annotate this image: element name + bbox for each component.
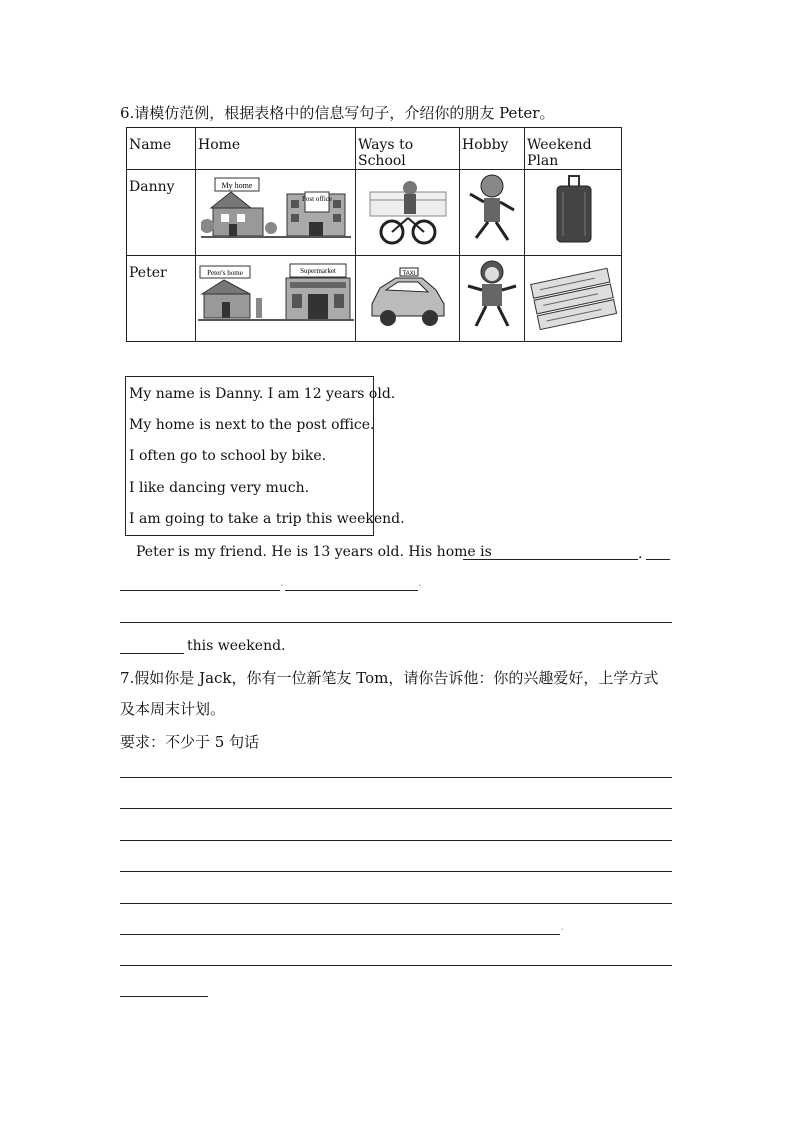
cell-name-peter: Peter (127, 256, 196, 342)
example-line: I often go to school by bike. (129, 448, 327, 464)
answer-blank[interactable] (285, 590, 418, 591)
header-ways-to-school: Ways to School (356, 128, 460, 170)
answer-line[interactable] (120, 622, 672, 623)
writing-line[interactable] (120, 871, 672, 872)
suitcase-image (543, 170, 603, 250)
question-7-title-continued: 及本周末计划。 (120, 700, 226, 718)
writing-line[interactable] (120, 840, 672, 841)
home-next-to-supermarket-image (198, 256, 354, 336)
header-home: Home (196, 128, 356, 170)
cell-school-peter (356, 256, 460, 342)
table-header-row (127, 128, 622, 170)
label-post-office: Post office (301, 195, 332, 203)
cell-home-peter (196, 256, 356, 342)
question-7-title: 7.假如你是 Jack，你有一位新笔友 Tom，请你告诉他：你的兴趣爱好，上学方式 (120, 669, 659, 687)
example-line: My name is Danny. I am 12 years old. (129, 386, 396, 402)
info-table (126, 127, 622, 342)
table-row-peter (127, 256, 622, 342)
kung-fu-boy-image (462, 256, 522, 336)
cell-hobby-peter (460, 256, 525, 342)
cell-weekend-peter (525, 256, 622, 342)
home-next-to-post-office-image (201, 170, 351, 250)
answer-blank[interactable] (463, 559, 638, 560)
dancing-boy-image (462, 170, 522, 250)
answer-end-text: this weekend. (187, 638, 286, 654)
cell-home-danny (196, 170, 356, 256)
label-supermarket: Supermarket (299, 267, 336, 275)
writing-line[interactable] (120, 808, 672, 809)
header-hobby: Hobby (460, 128, 525, 170)
writing-line[interactable] (120, 777, 672, 778)
question-6-title: 6.请模仿范例，根据表格中的信息写句子，介绍你的朋友 Peter。 (120, 104, 555, 122)
answer-blank[interactable] (646, 559, 670, 560)
writing-line[interactable] (120, 903, 672, 904)
label-my-home: My home (221, 181, 252, 190)
header-name: Name (127, 128, 196, 170)
writing-line[interactable] (120, 934, 560, 935)
cell-school-danny (356, 170, 460, 256)
table-row-danny (127, 170, 622, 256)
example-box (125, 376, 405, 536)
writing-line[interactable] (120, 996, 208, 997)
taxi-image (366, 256, 450, 336)
answer-blank[interactable] (120, 653, 184, 654)
label-taxi: TAXI (402, 271, 415, 277)
example-line: I am going to take a trip this weekend. (129, 511, 405, 527)
answer-blank[interactable] (120, 590, 280, 591)
answer-start-text: Peter is my friend. He is 13 years old. His home is (136, 544, 492, 560)
cell-name-danny: Danny (127, 170, 196, 256)
cell-weekend-danny (525, 170, 622, 256)
bike-image (368, 170, 448, 250)
header-weekend-plan: Weekend Plan (525, 128, 622, 170)
label-peters-home: Peter's home (206, 269, 243, 277)
question-7-requirement: 要求：不少于 5 句话 (120, 733, 260, 751)
tickets-image (528, 256, 618, 336)
example-line: My home is next to the post office. (129, 417, 375, 433)
writing-line[interactable] (120, 965, 672, 966)
example-line: I like dancing very much. (129, 480, 310, 496)
cell-hobby-danny (460, 170, 525, 256)
